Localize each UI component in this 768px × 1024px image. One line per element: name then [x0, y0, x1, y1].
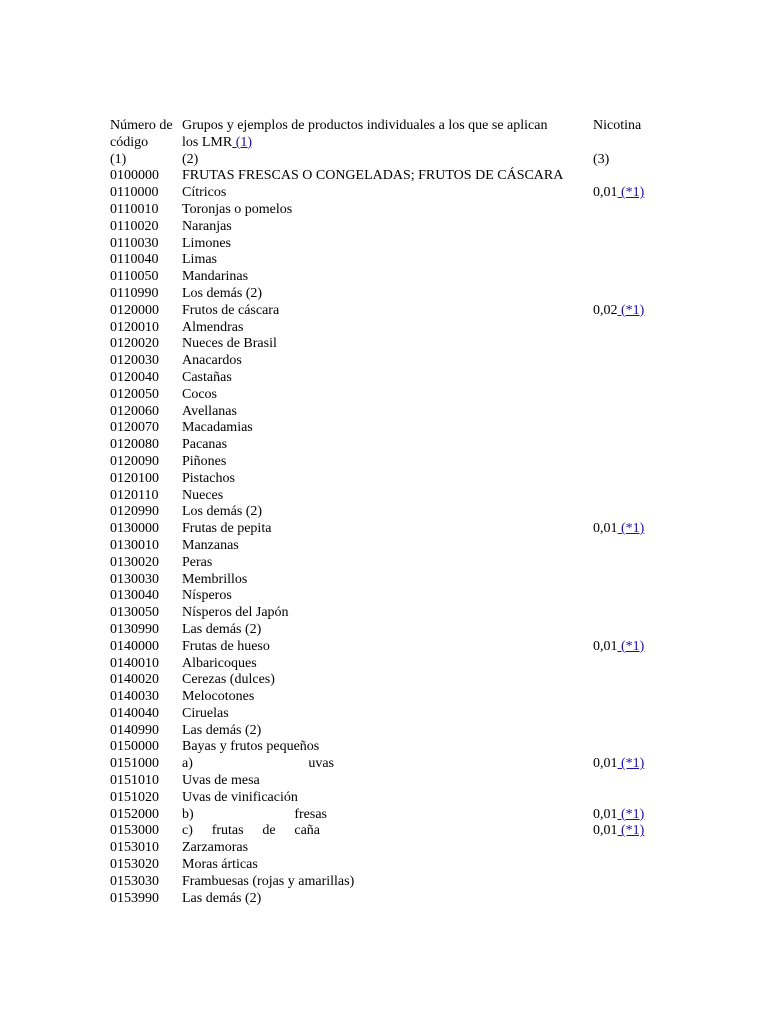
nicotina-value: 0,01 [593, 521, 618, 537]
product-code: 0120110 [110, 487, 159, 503]
header-desc-line2: los LMR [182, 134, 233, 150]
nicotina-value-cell [593, 555, 693, 572]
nicotina-value-cell [593, 605, 693, 622]
spread-description [182, 807, 327, 824]
nicotina-value-cell [593, 320, 693, 337]
nicotina-value-cell [593, 840, 693, 857]
nicotina-value-cell [593, 823, 693, 840]
product-code: 0120050 [110, 386, 159, 402]
product-code: 0130020 [110, 554, 159, 570]
product-code: 0120070 [110, 420, 159, 436]
footnote-link[interactable]: (*1) [617, 521, 645, 537]
product-code: 0120000 [110, 302, 159, 318]
table-row [110, 168, 693, 185]
nicotina-value-cell [593, 723, 693, 740]
nicotina-value-cell [593, 252, 693, 269]
product-description: Cerezas (dulces) [182, 672, 275, 688]
product-code: 0130030 [110, 571, 159, 587]
product-code: 0120080 [110, 437, 159, 453]
nicotina-value: 0,02 [593, 302, 618, 318]
product-description: Nísperos [182, 588, 232, 604]
subgroup-prefix: a) [182, 756, 193, 772]
header-nicotina: Nicotina [593, 118, 642, 133]
product-description: Cítricos [182, 185, 227, 201]
table-row [110, 471, 693, 488]
table-row [110, 689, 693, 706]
table-row [110, 202, 693, 219]
product-code: 0150000 [110, 739, 159, 755]
nicotina-value-cell [593, 437, 693, 454]
table-row [110, 756, 693, 773]
product-description: Pacanas [182, 437, 228, 453]
nicotina-value-cell [593, 790, 693, 807]
product-description: Uvas de vinificación [182, 789, 298, 805]
product-code: 0120010 [110, 319, 159, 335]
product-code: 0153020 [110, 857, 159, 873]
product-description: FRUTAS FRESCAS O CONGELADAS; FRUTOS DE CÁSCARA [182, 168, 564, 184]
product-description: Las demás (2) [182, 722, 262, 738]
product-description: Almendras [182, 319, 244, 335]
nicotina-value-cell [593, 219, 693, 236]
footnote-link-1[interactable]: (1) [232, 134, 253, 150]
table-row [110, 236, 693, 253]
product-description: Frutas de pepita [182, 521, 272, 537]
header-code-line2: código [110, 134, 149, 150]
nicotina-value-cell [593, 286, 693, 303]
product-description: Limas [182, 252, 217, 268]
table-row [110, 857, 693, 874]
table-row [110, 353, 693, 370]
nicotina-value-cell [593, 656, 693, 673]
nicotina-value-cell [593, 773, 693, 790]
product-description-cell [182, 823, 593, 840]
product-description: Nueces de Brasil [182, 336, 277, 352]
nicotina-value-cell [593, 739, 693, 756]
nicotina-value: 0,01 [593, 756, 618, 772]
product-code: 0130990 [110, 621, 159, 637]
product-code: 0120030 [110, 353, 159, 369]
product-description: Frutos de cáscara [182, 302, 280, 318]
product-code: 0110050 [110, 269, 159, 285]
table-row [110, 437, 693, 454]
header-nicotina-cell [593, 118, 693, 152]
column-number-row [110, 152, 693, 169]
nicotina-value-cell [593, 353, 693, 370]
product-description: Frambuesas (rojas y amarillas) [182, 873, 355, 889]
product-code: 0110040 [110, 252, 159, 268]
nicotina-value-cell [593, 689, 693, 706]
table-row [110, 404, 693, 421]
table-row [110, 874, 693, 891]
product-code: 0110010 [110, 201, 159, 217]
nicotina-value-cell [593, 185, 693, 202]
nicotina-value: 0,01 [593, 806, 618, 822]
product-description: Zarzamoras [182, 840, 249, 856]
nicotina-value-cell [593, 572, 693, 589]
product-description: Pistachos [182, 470, 235, 486]
product-description: Castañas [182, 369, 232, 385]
table-row [110, 807, 693, 824]
product-description-cell [182, 807, 593, 824]
nicotina-value-cell [593, 404, 693, 421]
header-desc-cell [182, 118, 593, 152]
product-description: Las demás (2) [182, 890, 262, 906]
table-row [110, 572, 693, 589]
product-description: Naranjas [182, 218, 232, 234]
table-row [110, 488, 693, 505]
nicotina-value-cell [593, 303, 693, 320]
subgroup-prefix: b) [182, 806, 194, 822]
nicotina-value-cell [593, 420, 693, 437]
nicotina-value-cell [593, 672, 693, 689]
product-description-cell [182, 756, 593, 773]
table-row [110, 387, 693, 404]
table-row [110, 269, 693, 286]
nicotina-value-cell [593, 588, 693, 605]
product-description: Nísperos del Japón [182, 605, 289, 621]
product-code: 0110990 [110, 285, 159, 301]
spread-description [182, 823, 320, 840]
table-row [110, 891, 693, 908]
product-code: 0153990 [110, 890, 159, 906]
nicotina-value-cell [593, 336, 693, 353]
product-description: Anacardos [182, 353, 242, 369]
product-description: frutas de caña [211, 823, 321, 839]
nicotina-value-cell [593, 202, 693, 219]
table-row [110, 219, 693, 236]
product-description: Melocotones [182, 689, 255, 705]
product-code: 0110000 [110, 185, 159, 201]
product-code: 0140990 [110, 722, 159, 738]
product-code: 0120090 [110, 453, 159, 469]
table-row [110, 504, 693, 521]
table-row [110, 588, 693, 605]
product-description: Cocos [182, 386, 217, 402]
product-code: 0130040 [110, 588, 159, 604]
mrl-table [110, 118, 693, 907]
product-code: 0140030 [110, 689, 159, 705]
product-code: 0140040 [110, 705, 159, 721]
product-description: Frutas de hueso [182, 638, 270, 654]
table-row [110, 773, 693, 790]
product-description: Peras [182, 554, 213, 570]
table-row [110, 823, 693, 840]
product-description: uvas [308, 756, 334, 772]
table-row [110, 639, 693, 656]
footnote-link[interactable]: (*1) [617, 185, 645, 201]
product-description: Macadamias [182, 420, 253, 436]
nicotina-value-cell [593, 521, 693, 538]
nicotina-value-cell [593, 387, 693, 404]
nicotina-value: 0,01 [593, 638, 618, 654]
product-description: Moras árticas [182, 857, 258, 873]
product-description: Los demás (2) [182, 504, 263, 520]
table-row [110, 320, 693, 337]
product-code: 0130010 [110, 537, 159, 553]
nicotina-value-cell [593, 454, 693, 471]
table-row [110, 185, 693, 202]
document-page [110, 118, 710, 907]
table-row [110, 420, 693, 437]
product-description: Piñones [182, 453, 227, 469]
nicotina-value-cell [593, 622, 693, 639]
header-code-cell [110, 118, 182, 152]
product-description: Membrillos [182, 571, 248, 587]
table-row [110, 303, 693, 320]
table-row [110, 555, 693, 572]
nicotina-value-cell [593, 168, 693, 185]
table-row [110, 605, 693, 622]
nicotina-value: 0,01 [593, 185, 618, 201]
nicotina-value-cell [593, 807, 693, 824]
nicotina-value-cell [593, 538, 693, 555]
nicotina-value-cell [593, 236, 693, 253]
nicotina-value-cell [593, 706, 693, 723]
product-code: 0120020 [110, 336, 159, 352]
header-desc-line1: Grupos y ejemplos de productos individuales a los que se aplican [182, 118, 548, 133]
nicotina-value-cell [593, 639, 693, 656]
product-code: 0140010 [110, 655, 159, 671]
table-row [110, 656, 693, 673]
table-row [110, 723, 693, 740]
table-row [110, 706, 693, 723]
product-description: Las demás (2) [182, 621, 262, 637]
product-description: Albaricoques [182, 655, 257, 671]
product-description: fresas [294, 806, 327, 822]
product-code: 0110030 [110, 235, 159, 251]
mrl-table-body [110, 118, 693, 907]
nicotina-value: 0,01 [593, 823, 618, 839]
product-code: 0120060 [110, 403, 159, 419]
footnote-link[interactable]: (*1) [617, 302, 645, 318]
product-description: Avellanas [182, 403, 237, 419]
header-code-line1: Número de [110, 118, 173, 133]
nicotina-value-cell [593, 504, 693, 521]
product-code: 0153030 [110, 873, 159, 889]
table-row [110, 840, 693, 857]
table-row [110, 672, 693, 689]
product-code: 0130050 [110, 605, 159, 621]
product-description: Uvas de mesa [182, 773, 260, 789]
product-description: Manzanas [182, 537, 239, 553]
table-row [110, 622, 693, 639]
product-code: 0120100 [110, 470, 159, 486]
product-description: Limones [182, 235, 231, 251]
product-code: 0140020 [110, 672, 159, 688]
product-code: 0151000 [110, 756, 159, 772]
column-number-code: (1) [110, 151, 127, 167]
product-description: Los demás (2) [182, 285, 263, 301]
product-code: 0140000 [110, 638, 159, 654]
table-row [110, 252, 693, 269]
table-row [110, 521, 693, 538]
product-description: Bayas y frutos pequeños [182, 739, 320, 755]
nicotina-value-cell [593, 488, 693, 505]
table-row [110, 336, 693, 353]
spread-description [182, 756, 334, 773]
table-row [110, 790, 693, 807]
product-code: 0152000 [110, 806, 159, 822]
product-code: 0153000 [110, 823, 159, 839]
product-description: Mandarinas [182, 269, 249, 285]
table-row [110, 454, 693, 471]
nicotina-value-cell [593, 370, 693, 387]
footnote-link[interactable]: (*1) [617, 638, 645, 654]
nicotina-value-cell [593, 891, 693, 908]
product-code: 0100000 [110, 168, 159, 184]
nicotina-value-cell [593, 269, 693, 286]
product-code: 0130000 [110, 521, 159, 537]
table-row [110, 286, 693, 303]
product-description: Ciruelas [182, 705, 229, 721]
nicotina-value-cell [593, 874, 693, 891]
product-description: Toronjas o pomelos [182, 201, 293, 217]
footnote-link[interactable]: (*1) [617, 823, 645, 839]
product-description: Nueces [182, 487, 224, 503]
product-code: 0110020 [110, 218, 159, 234]
product-code: 0153010 [110, 840, 159, 856]
product-code: 0120040 [110, 369, 159, 385]
nicotina-value-cell [593, 857, 693, 874]
nicotina-value-cell [593, 756, 693, 773]
header-row [110, 118, 693, 152]
product-code: 0151010 [110, 773, 159, 789]
subgroup-prefix: c) [182, 823, 193, 839]
table-row [110, 538, 693, 555]
nicotina-value-cell [593, 471, 693, 488]
table-row [110, 370, 693, 387]
footnote-link[interactable]: (*1) [617, 806, 645, 822]
product-code: 0120990 [110, 504, 159, 520]
column-number-val: (3) [593, 151, 610, 167]
product-code: 0151020 [110, 789, 159, 805]
column-number-desc: (2) [182, 151, 199, 167]
footnote-link[interactable]: (*1) [617, 756, 645, 772]
table-row [110, 739, 693, 756]
